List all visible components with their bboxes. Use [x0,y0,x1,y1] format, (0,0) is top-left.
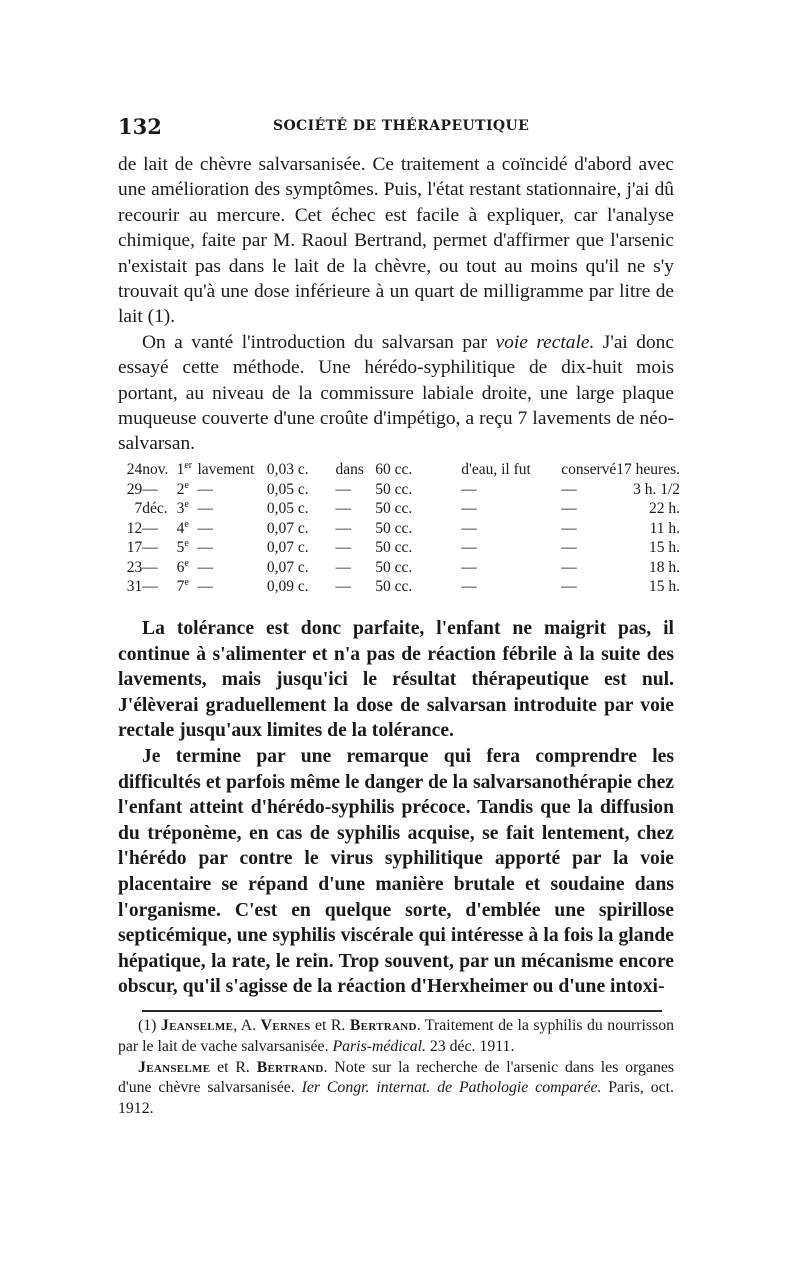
table-cell-number-text: 6 [176,558,185,576]
table-cell-day-text: 12 [126,519,143,537]
author-name: Jeanselme [160,1017,234,1034]
table-cell-dose [267,480,336,500]
ordinal-suffix: er [184,459,193,471]
table-cell-dose [267,519,336,539]
table-cell-dans-text: — [335,519,351,537]
table-cell-month [142,538,176,558]
table-cell-dans [335,519,375,539]
table-cell-dans-text: — [335,480,351,498]
table-cell-conserve [561,577,616,597]
table-cell-number-text: 7 [176,578,185,595]
table-cell-conserve-text: — [561,558,577,576]
table-cell-eau-text: — [461,539,477,556]
table-cell-volume [375,499,461,519]
table-cell-label [197,480,266,500]
table-cell-number-text: 3 [176,500,185,517]
table-cell-label [197,499,266,519]
table-cell-hours [616,558,680,578]
table-cell-volume [375,460,461,480]
table-cell-day-text: 31 [126,578,143,595]
text-run: . Traitement de la syphilis du nourrisson par le lait de vache salvarsanisée. [118,1017,675,1055]
table-cell-number-text: 4 [176,519,185,537]
table-cell-dose-text: 0,09 c. [266,578,309,595]
table-cell-day-text: 29 [126,480,143,498]
table-cell-month [142,577,176,597]
table-cell-number [177,480,198,500]
table-cell-hours-text: 15 h. [649,578,680,595]
table-cell-eau-text: — [461,558,477,576]
table-cell-day-text: 17 [126,539,143,556]
table-cell-label-text: — [197,539,213,556]
lavement-table [118,460,680,597]
table-cell-eau-text: — [461,578,477,595]
table-cell-hours-text: 11 h. [649,519,680,537]
table-cell-dans [335,460,375,480]
table-cell-hours [616,577,680,597]
journal-title: Paris-médical. [332,1037,426,1055]
body-text-upper [118,152,674,457]
author-name: Bertrand [256,1058,324,1076]
table-cell-volume-text: 50 cc. [375,480,413,498]
table-cell-day [118,577,142,597]
table-cell-label-text: — [197,500,213,517]
ordinal-suffix: e [184,518,189,530]
table-cell-dans-text: — [335,500,351,517]
table-cell-dose-text: 0,05 c. [266,480,309,498]
table-cell-month-text: — [142,578,158,595]
table-cell-volume-text: 50 cc. [375,558,413,576]
table-cell-dose-text: 0,07 c. [266,519,309,537]
table-cell-label-text: lavement [197,461,255,478]
table-row [118,480,680,500]
table-cell-day [118,499,142,519]
paragraph: La tolérance est donc parfaite, l'enfant ne maigrit pas, il continue à s'alimenter et n'a pas de réaction fébrile à la suite des lavements, mais jusqu'ici le résultat thérapeutique est nul. J'élèverai graduellement la dose de salvarsan introduite par voie rectale jusqu'aux limites de la tolérance. [118,618,674,742]
table-cell-dans-text: — [335,578,351,595]
lavement-table-body [118,460,680,597]
table-cell-number-text: 1 [176,461,185,478]
table-cell-label-text: — [197,558,213,576]
table-cell-dose [267,538,336,558]
table-cell-number [177,577,198,597]
table-cell-label [197,538,266,558]
table-cell-eau-text: — [461,500,477,517]
table-cell-month [142,558,176,578]
table-cell-number [177,558,198,578]
table-cell-eau [461,558,561,578]
table-cell-day [118,460,142,480]
table-cell-month-text: — [142,539,158,556]
table-cell-dose [267,558,336,578]
table-cell-dose [267,499,336,519]
table-cell-eau [461,480,561,500]
table-cell-month [142,499,176,519]
table-cell-day-text: 24 [126,461,143,478]
table-cell-eau-text: — [461,480,477,498]
table-cell-month-text: — [142,519,158,537]
text-run: et R. [310,1017,350,1034]
table-cell-dose-text: 0,07 c. [266,539,309,556]
italic-text: voie rectale. [495,331,595,353]
table-cell-number [177,538,198,558]
ordinal-suffix: e [184,557,189,569]
table-cell-conserve-text: — [561,480,577,498]
table-row [118,499,680,519]
table-cell-volume [375,519,461,539]
table-cell-dans-text: — [335,539,351,556]
table-cell-volume-text: 50 cc. [375,539,413,556]
text-run: Paris, oct. 1912. [118,1079,674,1118]
table-cell-dose [267,577,336,597]
text-run: , A. [233,1017,261,1034]
table-cell-hours-text: 18 h. [649,558,680,576]
running-head: SOCIÉTÉ DE THÉRAPEUTIQUE [273,118,530,134]
text-run: On a vanté l'introduction du salvarsan par [142,331,496,353]
ordinal-suffix: e [184,576,189,588]
table-cell-volume [375,577,461,597]
table-cell-eau [461,538,561,558]
paragraph: de lait de chèvre salvarsanisée. Ce traitement a coïncidé d'abord avec une amélioration des symptômes. Puis, l'état restant stationnaire, j'ai dû recourir au mercure. Cet échec est facile à expliquer, car l'analyse chimique, faite par M. Raoul Bertrand, permet d'affirmer que l'arsenic n'existait pas dans le lait de la chèvre, ou tout au moins qu'il ne s'y trouvait qu'à une dose inférieure à un quart de milligramme par litre de lait (1). [118,154,674,328]
author-name: Jeanselme [138,1058,211,1076]
table-cell-dose-text: 0,05 c. [266,500,309,517]
text-run: 23 déc. 1911. [425,1037,515,1055]
table-cell-label [197,577,266,597]
table-cell-conserve [561,480,616,500]
table-cell-month-text: nov. [142,461,169,478]
table-cell-eau-text: d'eau, il fut [461,461,531,478]
table-cell-hours [616,460,680,480]
table-cell-conserve-text: — [561,500,577,517]
table-cell-eau-text: — [461,519,477,537]
table-cell-label-text: — [197,578,213,595]
page-number: 132 [118,114,162,139]
table-cell-month [142,480,176,500]
table-cell-volume-text: 50 cc. [375,519,413,537]
text-run: J'ai donc essayé cette méthode. Une hérédo-syphilitique de dix-huit mois portant, au niveau de la commissure labiale droite, une large plaque muqueuse couverte d'une croûte d'impétigo, a reçu 7 lavements de néo-salvarsan. [118,331,674,455]
table-cell-volume [375,480,461,500]
table-cell-label-text: — [197,480,213,498]
table-cell-volume [375,558,461,578]
table-cell-dans [335,558,375,578]
table-cell-dose [267,460,336,480]
table-cell-conserve [561,538,616,558]
table-row [118,519,680,539]
ordinal-suffix: e [184,479,189,491]
table-cell-day-text: 23 [126,558,143,576]
table-cell-number-text: 2 [176,480,185,498]
table-cell-dans [335,577,375,597]
footnote [118,1016,674,1058]
table-cell-day [118,538,142,558]
table-cell-month [142,460,176,480]
table-cell-dans-text: dans [335,461,364,478]
table-cell-number [177,499,198,519]
table-cell-conserve-text: — [561,519,577,537]
table-cell-number [177,519,198,539]
table-cell-hours-text: 15 h. [649,539,680,556]
table-cell-conserve [561,460,616,480]
journal-title: Ier Congr. internat. de Pathologie comparée. [301,1079,602,1097]
table-cell-hours [616,480,680,500]
table-cell-conserve-text: conservé [561,461,617,478]
table-cell-hours-text: 3 h. 1/2 [633,480,680,498]
paragraph [118,330,674,457]
table-cell-hours [616,538,680,558]
table-cell-day [118,558,142,578]
table-cell-hours-text: 22 h. [649,500,680,517]
table-cell-hours-text: 17 heures. [616,461,680,478]
ordinal-suffix: e [184,537,189,549]
table-cell-dose-text: 0,07 c. [266,558,309,576]
footnote [118,1058,674,1120]
text-run: et R. [210,1058,257,1076]
footnote-rule [142,1010,662,1012]
footnotes [118,1016,674,1120]
table-cell-volume-text: 50 cc. [375,578,413,595]
table-cell-dans-text: — [335,558,351,576]
page-header [118,114,678,138]
table-cell-eau [461,460,561,480]
table-cell-eau [461,499,561,519]
table-cell-dose-text: 0,03 c. [266,461,309,478]
table-cell-month-text: — [142,558,158,576]
table-cell-conserve-text: — [561,578,577,595]
table-cell-hours [616,519,680,539]
table-cell-label [197,558,266,578]
author-name: Bertrand [349,1017,417,1034]
table-cell-dans [335,538,375,558]
table-row [118,460,680,480]
text-run: . Note sur la recherche de l'arsenic dans les organes d'une chèvre salvarsanisée. [118,1058,675,1097]
ordinal-suffix: e [184,498,189,510]
table-cell-month-text: déc. [142,500,168,517]
table-cell-label [197,519,266,539]
table-cell-volume-text: 60 cc. [375,461,413,478]
table-cell-conserve [561,558,616,578]
table-cell-conserve-text: — [561,539,577,556]
table-cell-number [177,460,198,480]
table-row [118,538,680,558]
table-cell-conserve [561,499,616,519]
table-cell-conserve [561,519,616,539]
author-name: Vernes [260,1017,311,1034]
table-cell-label-text: — [197,519,213,537]
table-cell-dans [335,480,375,500]
table-cell-day [118,519,142,539]
table-row [118,577,680,597]
body-text-lower [118,616,674,1000]
table-cell-volume-text: 50 cc. [375,500,413,517]
table-cell-number-text: 5 [176,539,185,556]
table-cell-day-text: 7 [134,500,143,517]
table-cell-month-text: — [142,480,158,498]
table-cell-volume [375,538,461,558]
table-cell-eau [461,577,561,597]
table-row [118,558,680,578]
table-cell-month [142,519,176,539]
table-cell-eau [461,519,561,539]
table-cell-dans [335,499,375,519]
table-cell-label [197,460,266,480]
table-cell-day [118,480,142,500]
table-cell-hours [616,499,680,519]
footnote-marker: (1) [138,1017,157,1034]
paragraph: Je termine par une remarque qui fera comprendre les difficultés et parfois même le danger de la salvarsanothérapie chez l'enfant atteint d'hérédo-syphilis précoce. Tandis que la diffusion du tréponème, en cas de syphilis acquise, se fait lentement, chez l'hérédo par contre le virus syphilitique apporté par la voie placentaire se répand d'une manière brutale et soudaine dans l'organisme. C'est en quelque sorte, d'emblée une spirillose septicémique, une syphilis viscérale qui intéresse à la fois la glande hépatique, la rate, le rein. Trop souvent, par un mécanisme encore obscur, qu'il s'agisse de la réaction d'Herxheimer ou d'une intoxi- [118,745,674,998]
